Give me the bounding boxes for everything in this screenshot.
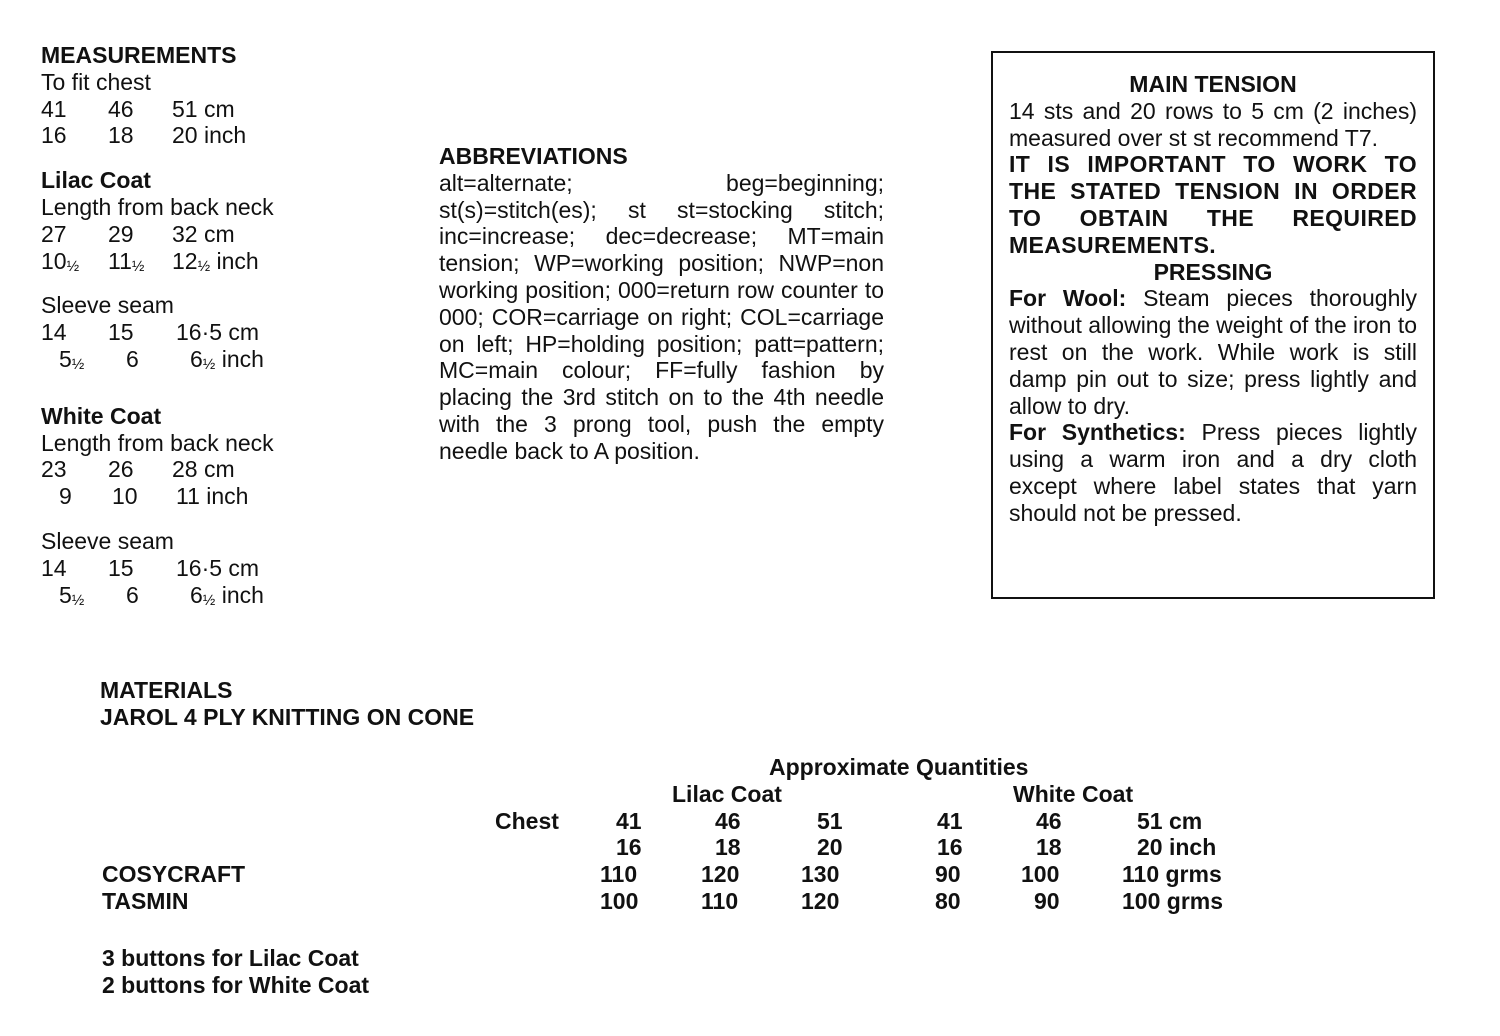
materials-heading: MATERIALS bbox=[100, 677, 233, 703]
synthetics-label: For Synthetics: bbox=[1009, 419, 1186, 446]
synthetics-text: Press pieces lightly using a warm iron and a dry cloth except where label states that yarn should not be pressed. bbox=[1009, 419, 1418, 526]
tension-important-note: IT IS IMPORTANT TO WORK TO THE STATED TENSION IN ORDER TO OBTAIN THE REQUIRED MEASUREMENTS. bbox=[1009, 151, 1417, 258]
table-cell: 80 bbox=[935, 887, 961, 914]
table-cell: 46 bbox=[715, 807, 741, 834]
yarn-name: TASMIN bbox=[102, 887, 189, 914]
table-cell: 51 cm bbox=[1137, 807, 1203, 834]
chest-inch-quantity-row bbox=[100, 834, 1300, 861]
yarn-name: COSYCRAFT bbox=[102, 861, 246, 888]
white-sleeve-inch-row: 5½ 6 6½ inch bbox=[59, 581, 264, 609]
lilac-length-cm-row: 27 29 32 cm bbox=[41, 220, 235, 247]
table-cell: 18 bbox=[1036, 834, 1062, 861]
wool-label: For Wool: bbox=[1009, 285, 1127, 312]
lilac-sleeve-inch-row: 5½ 6 6½ inch bbox=[59, 345, 264, 373]
wool-text: Steam pieces thoroughly without allowing the weight of the iron to rest on the work. While work is still damp pin out to size; press lightly and allow to dry. bbox=[1009, 285, 1417, 419]
table-cell: 110 bbox=[701, 887, 739, 914]
to-fit-chest-label: To fit chest bbox=[41, 68, 151, 95]
table-cell: 100 bbox=[600, 887, 639, 914]
table-row bbox=[100, 888, 1300, 915]
chest-cm-quantity-row bbox=[100, 808, 1300, 835]
abbreviations-text: alt=alternate; beg=beginning; st(s)=stitch(es); st st=stocking stitch; inc=increase; dec=decrease; MT=main tension; WP=working position; NWP=non working position; 000=return row counter to 000; COR=carriage on right; COL=carriage on left; HP=holding position; patt=pattern; MC=main colour; FF=fully fashion by placing the 3rd stitch on to the 4th needle with the 3 prong tool, push the empty needle back to A position. bbox=[439, 169, 884, 464]
white-sleeve-cm-row: 14 15 16·5 cm bbox=[41, 554, 260, 581]
chest-label: Chest bbox=[495, 807, 559, 834]
coat-header-row bbox=[100, 781, 1300, 808]
white-length-inch-row: 9 10 11 inch bbox=[59, 483, 249, 510]
quantities-title: Approximate Quantities bbox=[769, 754, 1029, 780]
table-cell: 51 bbox=[817, 807, 843, 834]
table-cell: 16 bbox=[616, 834, 642, 861]
materials-yarn: JAROL 4 PLY KNITTING ON CONE bbox=[100, 703, 475, 730]
table-cell: 90 bbox=[935, 861, 961, 888]
measurements-section bbox=[41, 42, 401, 608]
quantities-title-row bbox=[100, 754, 1300, 781]
buttons-note bbox=[102, 945, 702, 999]
table-cell: 41 bbox=[937, 807, 963, 834]
lilac-length-label: Length from back neck bbox=[41, 193, 274, 220]
chest-inch-row: 16 18 20 inch bbox=[41, 122, 247, 149]
table-cell: 90 bbox=[1034, 887, 1060, 914]
lilac-coat-title: Lilac Coat bbox=[41, 167, 151, 194]
materials-section bbox=[100, 677, 700, 731]
abbreviations-heading: ABBREVIATIONS bbox=[439, 143, 628, 169]
white-length-cm-row: 23 26 28 cm bbox=[41, 456, 235, 483]
white-sleeve-label: Sleeve seam bbox=[41, 527, 174, 554]
table-cell: 20 inch bbox=[1137, 834, 1217, 861]
table-cell: 110 grms bbox=[1122, 861, 1222, 888]
tension-text: 14 sts and 20 rows to 5 cm (2 inches) measured over st st recommend T7. bbox=[1009, 97, 1417, 151]
table-cell: 100 bbox=[1021, 861, 1060, 888]
table-cell: 120 bbox=[701, 861, 740, 888]
lilac-sleeve-cm-row: 14 15 16·5 cm bbox=[41, 319, 260, 346]
quantities-table bbox=[100, 754, 1300, 915]
chest-cm-row: 41 46 51 cm bbox=[41, 95, 235, 122]
lilac-length-inch-row: 10½ 11½ 12½ inch bbox=[41, 247, 259, 275]
white-coat-title: White Coat bbox=[41, 402, 162, 429]
pressing-wool-paragraph bbox=[1009, 285, 1417, 419]
lilac-coat-column-header: Lilac Coat bbox=[672, 780, 782, 807]
tension-box bbox=[991, 51, 1435, 599]
white-coat-column-header: White Coat bbox=[1013, 780, 1134, 807]
abbreviations-section bbox=[439, 143, 884, 465]
table-cell: 41 bbox=[616, 807, 642, 834]
buttons-white-line: 2 buttons for White Coat bbox=[102, 971, 370, 998]
table-cell: 120 bbox=[801, 887, 840, 914]
table-cell: 110 bbox=[600, 861, 638, 888]
table-cell: 20 bbox=[817, 834, 843, 861]
table-cell: 130 bbox=[801, 861, 840, 888]
pressing-synthetics-paragraph bbox=[1009, 419, 1417, 526]
main-tension-heading: MAIN TENSION bbox=[1129, 71, 1297, 97]
table-cell: 16 bbox=[937, 834, 963, 861]
white-length-label: Length from back neck bbox=[41, 429, 274, 456]
lilac-sleeve-label: Sleeve seam bbox=[41, 292, 174, 319]
table-cell: 18 bbox=[715, 834, 741, 861]
table-row bbox=[100, 861, 1300, 888]
buttons-lilac-line: 3 buttons for Lilac Coat bbox=[102, 945, 359, 971]
measurements-heading: MEASUREMENTS bbox=[41, 42, 237, 68]
pressing-heading: PRESSING bbox=[1153, 258, 1273, 285]
table-cell: 46 bbox=[1036, 807, 1062, 834]
table-cell: 100 grms bbox=[1122, 887, 1224, 914]
